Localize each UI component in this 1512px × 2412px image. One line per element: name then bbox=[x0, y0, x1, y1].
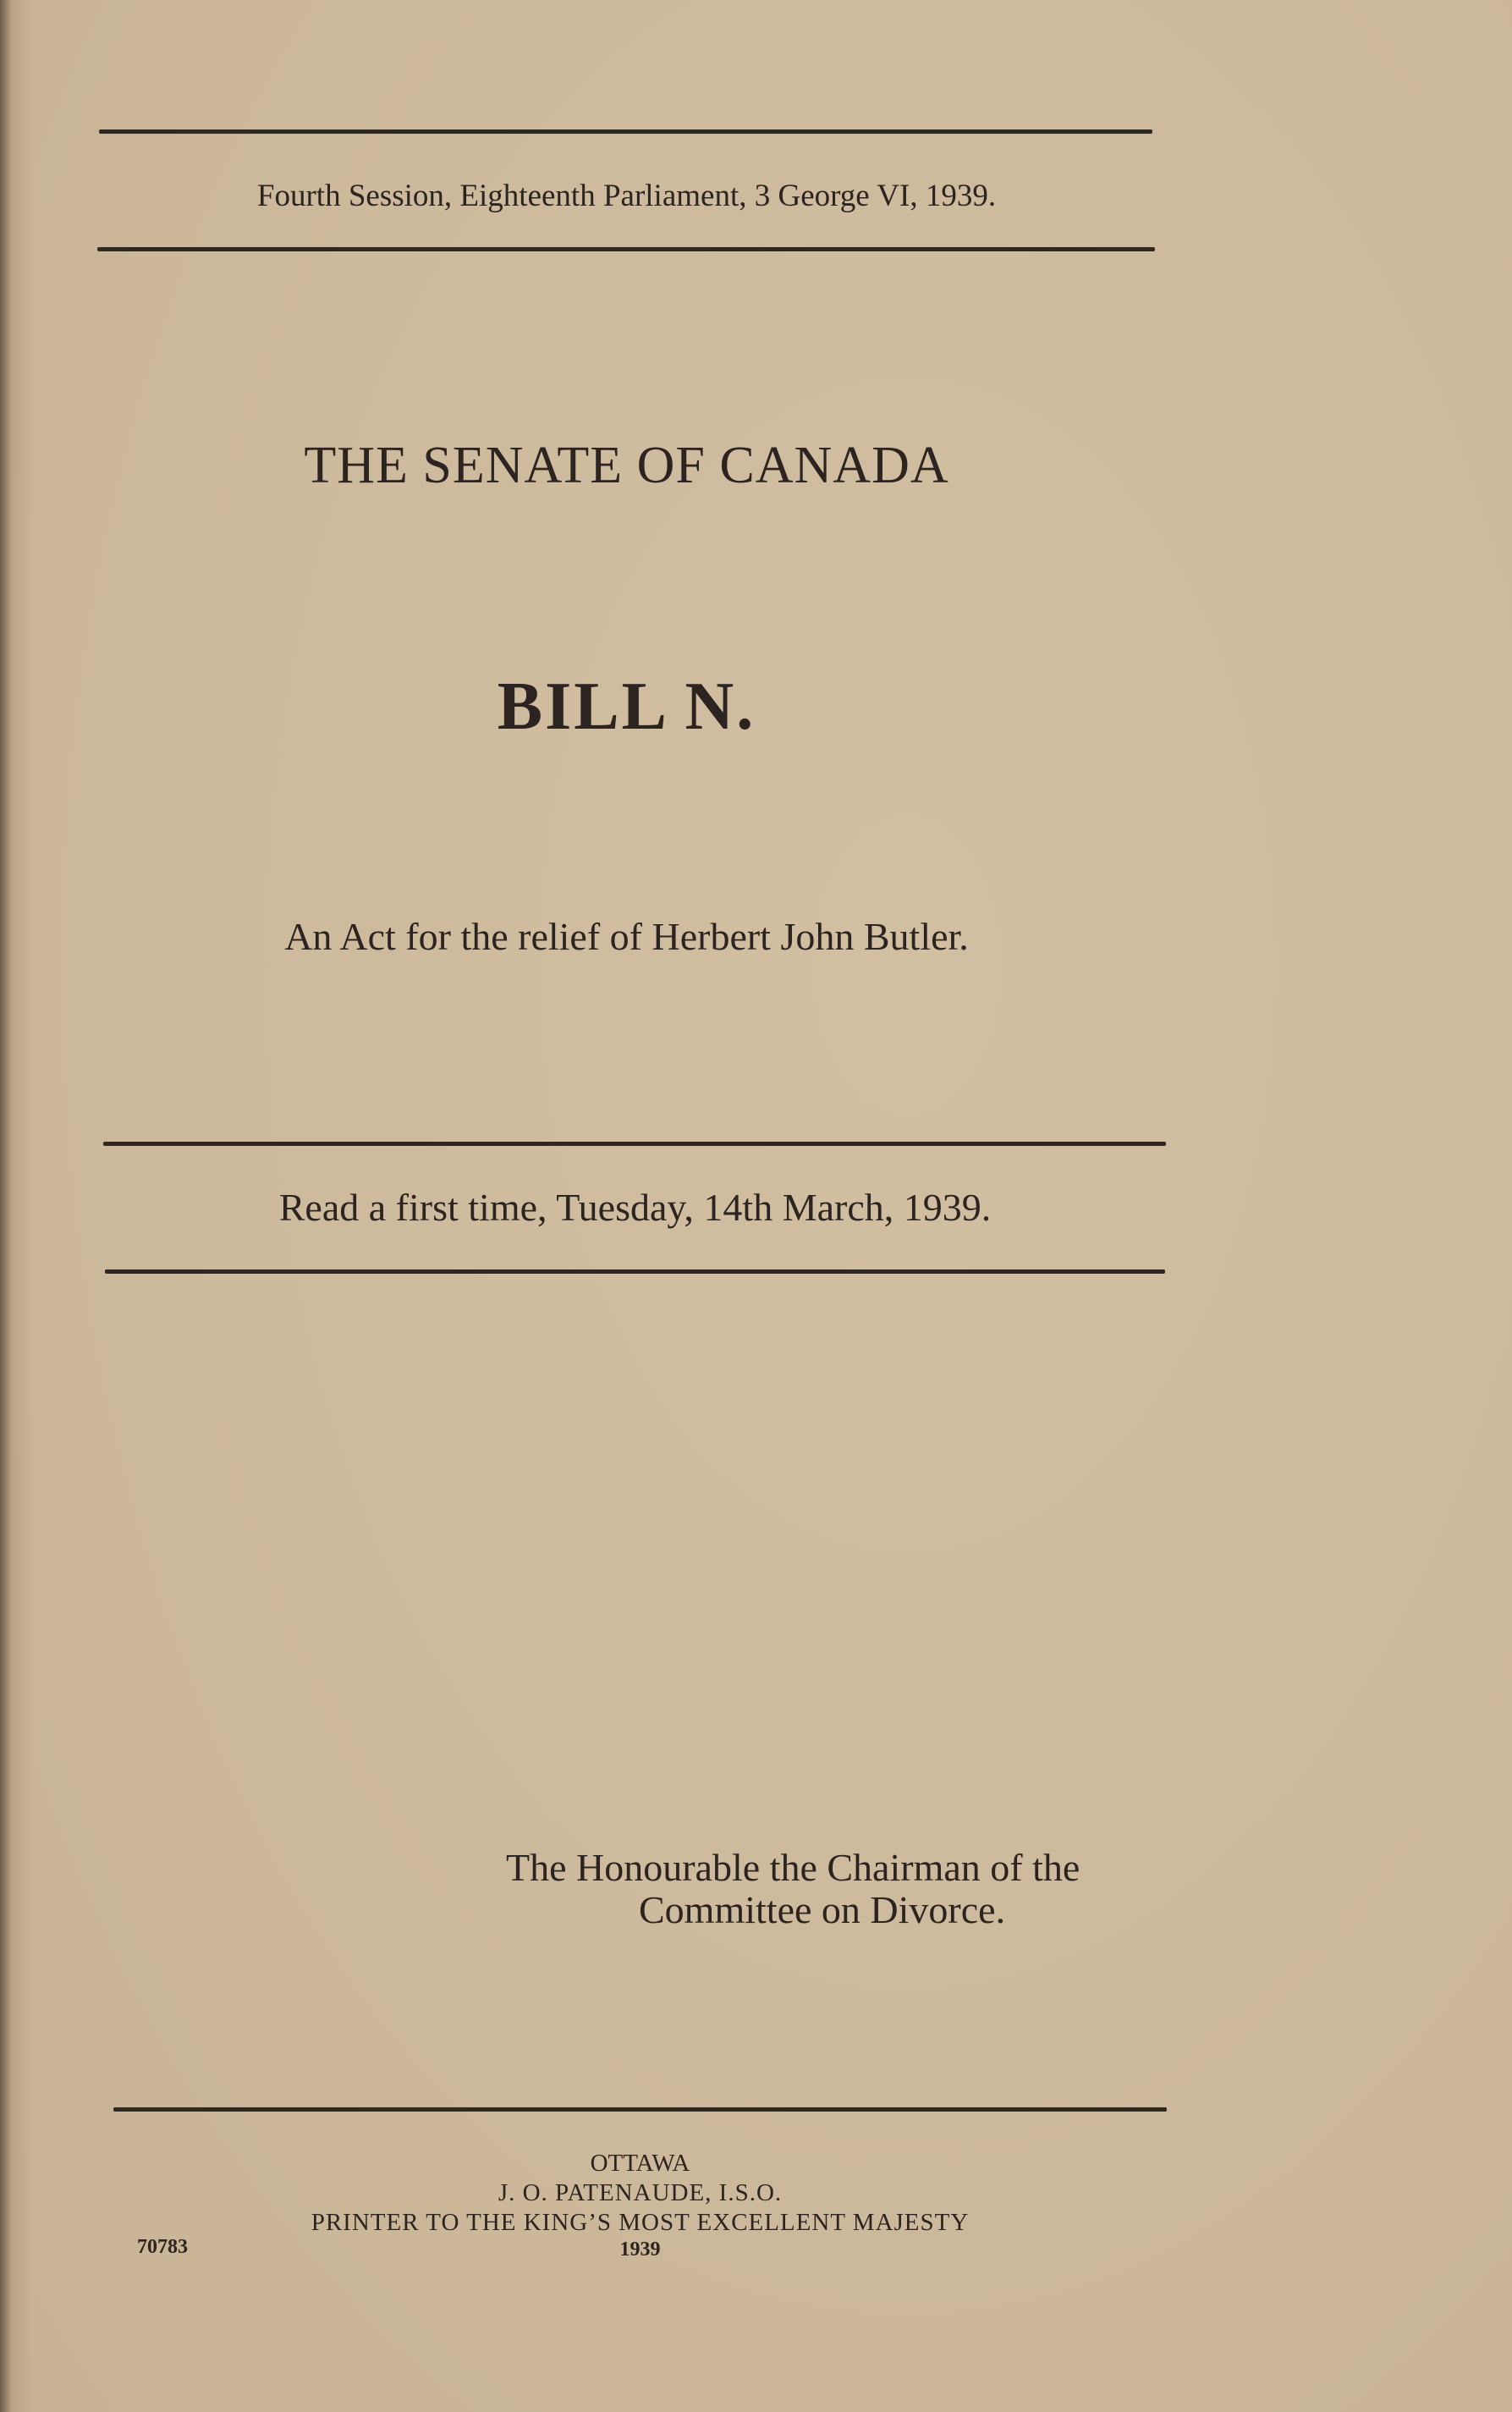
document-number: 70783 bbox=[137, 2236, 188, 2258]
top-rule bbox=[99, 129, 1152, 134]
reading-bottom-rule bbox=[105, 1269, 1165, 1274]
session-rule bbox=[97, 247, 1155, 251]
reading-top-rule bbox=[103, 1142, 1166, 1146]
imprint-city: OTTAWA bbox=[590, 2150, 690, 2177]
session-line: Fourth Session, Eighteenth Parliament, 3 George VI, 1939. bbox=[256, 179, 997, 213]
imprint-rule bbox=[113, 2107, 1167, 2112]
sponsor-line-1: The Honourable the Chairman of the bbox=[506, 1846, 1080, 1889]
senate-title: THE SENATE OF CANADA bbox=[304, 437, 949, 494]
first-reading-line: Read a first time, Tuesday, 14th March, 1939. bbox=[278, 1186, 992, 1229]
imprint-printer: J. O. PATENAUDE, I.S.O. bbox=[498, 2179, 783, 2206]
sponsor-line-2: Committee on Divorce. bbox=[639, 1888, 1006, 1931]
imprint-year: 1939 bbox=[619, 2239, 661, 2261]
act-title: An Act for the relief of Herbert John Butler. bbox=[284, 915, 969, 958]
imprint-printer-title: PRINTER TO THE KING’S MOST EXCELLENT MAJESTY bbox=[311, 2209, 970, 2236]
bill-title: BILL N. bbox=[497, 669, 756, 744]
